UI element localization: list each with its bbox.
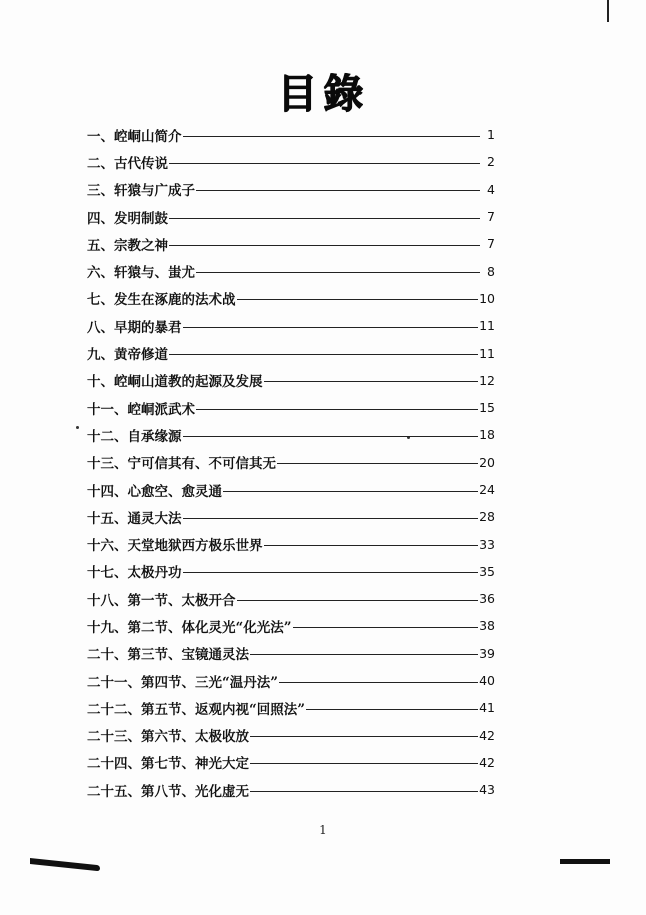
- scan-edge-mark: [560, 859, 610, 864]
- toc-entry: [87, 257, 495, 284]
- toc-entry-page-number: 1: [487, 127, 495, 143]
- toc-entry: [87, 776, 495, 803]
- toc-entry-title: 十三、宁可信其有、不可信其无: [87, 456, 276, 473]
- toc-entry: [87, 121, 495, 148]
- toc-leader-line: [250, 736, 478, 737]
- toc-leader-line: [223, 491, 478, 492]
- toc-entry-page-number: 40: [479, 673, 495, 689]
- toc-entry-title: 一、崆峒山简介: [87, 128, 182, 145]
- toc-entry-page-number: 2: [487, 154, 495, 170]
- scan-edge-mark: [30, 858, 100, 871]
- toc-entry-title: 二十二、第五节、返观内视“回照法”: [87, 701, 306, 718]
- toc-leader-line: [183, 518, 479, 519]
- toc-entry: [87, 367, 495, 394]
- toc-leader-line: [264, 381, 479, 382]
- toc-entry-title: 六、轩猿与、蚩尤: [87, 265, 195, 282]
- toc-entry: [87, 203, 495, 230]
- table-of-contents: [87, 121, 495, 803]
- toc-entry-title: 五、宗教之神: [87, 237, 168, 254]
- toc-leader-line: [183, 136, 481, 137]
- toc-leader-line: [183, 327, 479, 328]
- toc-leader-line: [250, 791, 478, 792]
- toc-entry-page-number: 42: [479, 727, 495, 743]
- toc-leader-line: [277, 463, 478, 464]
- toc-entry-title: 十九、第二节、体化灵光“化光法”: [87, 619, 292, 636]
- toc-entry-page-number: 43: [479, 782, 495, 798]
- toc-entry: [87, 667, 495, 694]
- toc-entry: [87, 421, 495, 448]
- toc-leader-line: [169, 218, 480, 219]
- toc-leader-line: [250, 763, 478, 764]
- toc-leader-line: [169, 245, 480, 246]
- toc-entry-title: 二十四、第七节、神光大定: [87, 756, 249, 773]
- toc-leader-line: [183, 436, 479, 437]
- toc-entry-page-number: 12: [479, 372, 495, 388]
- toc-leader-line: [306, 709, 478, 710]
- toc-leader-line: [196, 272, 480, 273]
- toc-entry-title: 十、崆峒山道教的起源及发展: [87, 374, 263, 391]
- toc-entry-page-number: 39: [479, 645, 495, 661]
- toc-leader-line: [196, 190, 480, 191]
- toc-entry: [87, 612, 495, 639]
- toc-entry: [87, 285, 495, 312]
- toc-entry-page-number: 11: [479, 345, 495, 361]
- toc-entry-title: 二、古代传说: [87, 155, 168, 172]
- toc-entry-page-number: 42: [479, 754, 495, 770]
- toc-entry: [87, 148, 495, 175]
- toc-entry-title: 二十三、第六节、太极收放: [87, 729, 249, 746]
- toc-entry: [87, 749, 495, 776]
- toc-entry-page-number: 7: [487, 236, 495, 252]
- toc-entry-title: 九、黄帝修道: [87, 347, 168, 364]
- toc-leader-line: [183, 572, 479, 573]
- toc-entry-page-number: 36: [479, 591, 495, 607]
- toc-entry: [87, 394, 495, 421]
- toc-entry: [87, 449, 495, 476]
- toc-leader-line: [279, 682, 478, 683]
- toc-leader-line: [196, 409, 478, 410]
- toc-leader-line: [169, 354, 478, 355]
- toc-entry-page-number: 4: [487, 181, 495, 197]
- toc-entry: [87, 503, 495, 530]
- toc-entry-page-number: 18: [479, 427, 495, 443]
- toc-leader-line: [250, 654, 478, 655]
- toc-entry-title: 十二、自承缘源: [87, 428, 182, 445]
- toc-entry-title: 十六、天堂地狱西方极乐世界: [87, 538, 263, 555]
- toc-entry-title: 十五、通灵大法: [87, 510, 182, 527]
- toc-entry: [87, 558, 495, 585]
- toc-entry: [87, 176, 495, 203]
- toc-entry-page-number: 28: [479, 509, 495, 525]
- toc-leader-line: [293, 627, 479, 628]
- toc-entry-title: 七、发生在涿鹿的法术战: [87, 292, 236, 309]
- toc-entry-title: 十七、太极丹功: [87, 565, 182, 582]
- toc-entry-page-number: 20: [479, 454, 495, 470]
- toc-entry: [87, 585, 495, 612]
- toc-entry-page-number: 38: [479, 618, 495, 634]
- toc-entry-page-number: 33: [479, 536, 495, 552]
- toc-entry-page-number: 7: [487, 209, 495, 225]
- toc-entry-page-number: 11: [479, 318, 495, 334]
- toc-entry-title: 十八、第一节、太极开合: [87, 592, 236, 609]
- toc-entry-page-number: 24: [479, 482, 495, 497]
- toc-entry: [87, 640, 495, 667]
- toc-entry-title: 十四、心愈空、愈灵通: [87, 483, 222, 500]
- scan-speck: [76, 426, 79, 429]
- toc-entry-page-number: 41: [479, 700, 495, 716]
- toc-entry: [87, 722, 495, 749]
- toc-entry-page-number: 8: [487, 263, 495, 279]
- toc-entry-title: 三、轩猿与广成子: [87, 183, 195, 200]
- toc-entry: [87, 694, 495, 721]
- toc-leader-line: [237, 600, 479, 601]
- toc-leader-line: [237, 299, 479, 300]
- toc-entry-page-number: 35: [479, 563, 495, 579]
- toc-entry-page-number: 15: [479, 400, 495, 416]
- toc-entry: [87, 312, 495, 339]
- toc-entry-title: 二十一、第四节、三光“温丹法”: [87, 674, 279, 691]
- scan-edge-mark: [607, 0, 609, 22]
- toc-entry-title: 八、早期的暴君: [87, 319, 182, 336]
- toc-entry-title: 二十、第三节、宝镜通灵法: [87, 647, 249, 664]
- toc-entry-title: 二十五、第八节、光化虚无: [87, 783, 249, 800]
- toc-entry-title: 十一、崆峒派武术: [87, 401, 195, 418]
- toc-entry: [87, 530, 495, 557]
- toc-leader-line: [169, 163, 480, 164]
- toc-entry: [87, 339, 495, 366]
- toc-entry: [87, 230, 495, 257]
- page-number: 1: [319, 823, 327, 837]
- toc-entry-title: 四、发明制鼓: [87, 210, 168, 227]
- toc-leader-line: [264, 545, 479, 546]
- toc-entry: [87, 476, 495, 503]
- page-title: 目錄: [277, 71, 369, 117]
- toc-entry-page-number: 10: [479, 290, 495, 306]
